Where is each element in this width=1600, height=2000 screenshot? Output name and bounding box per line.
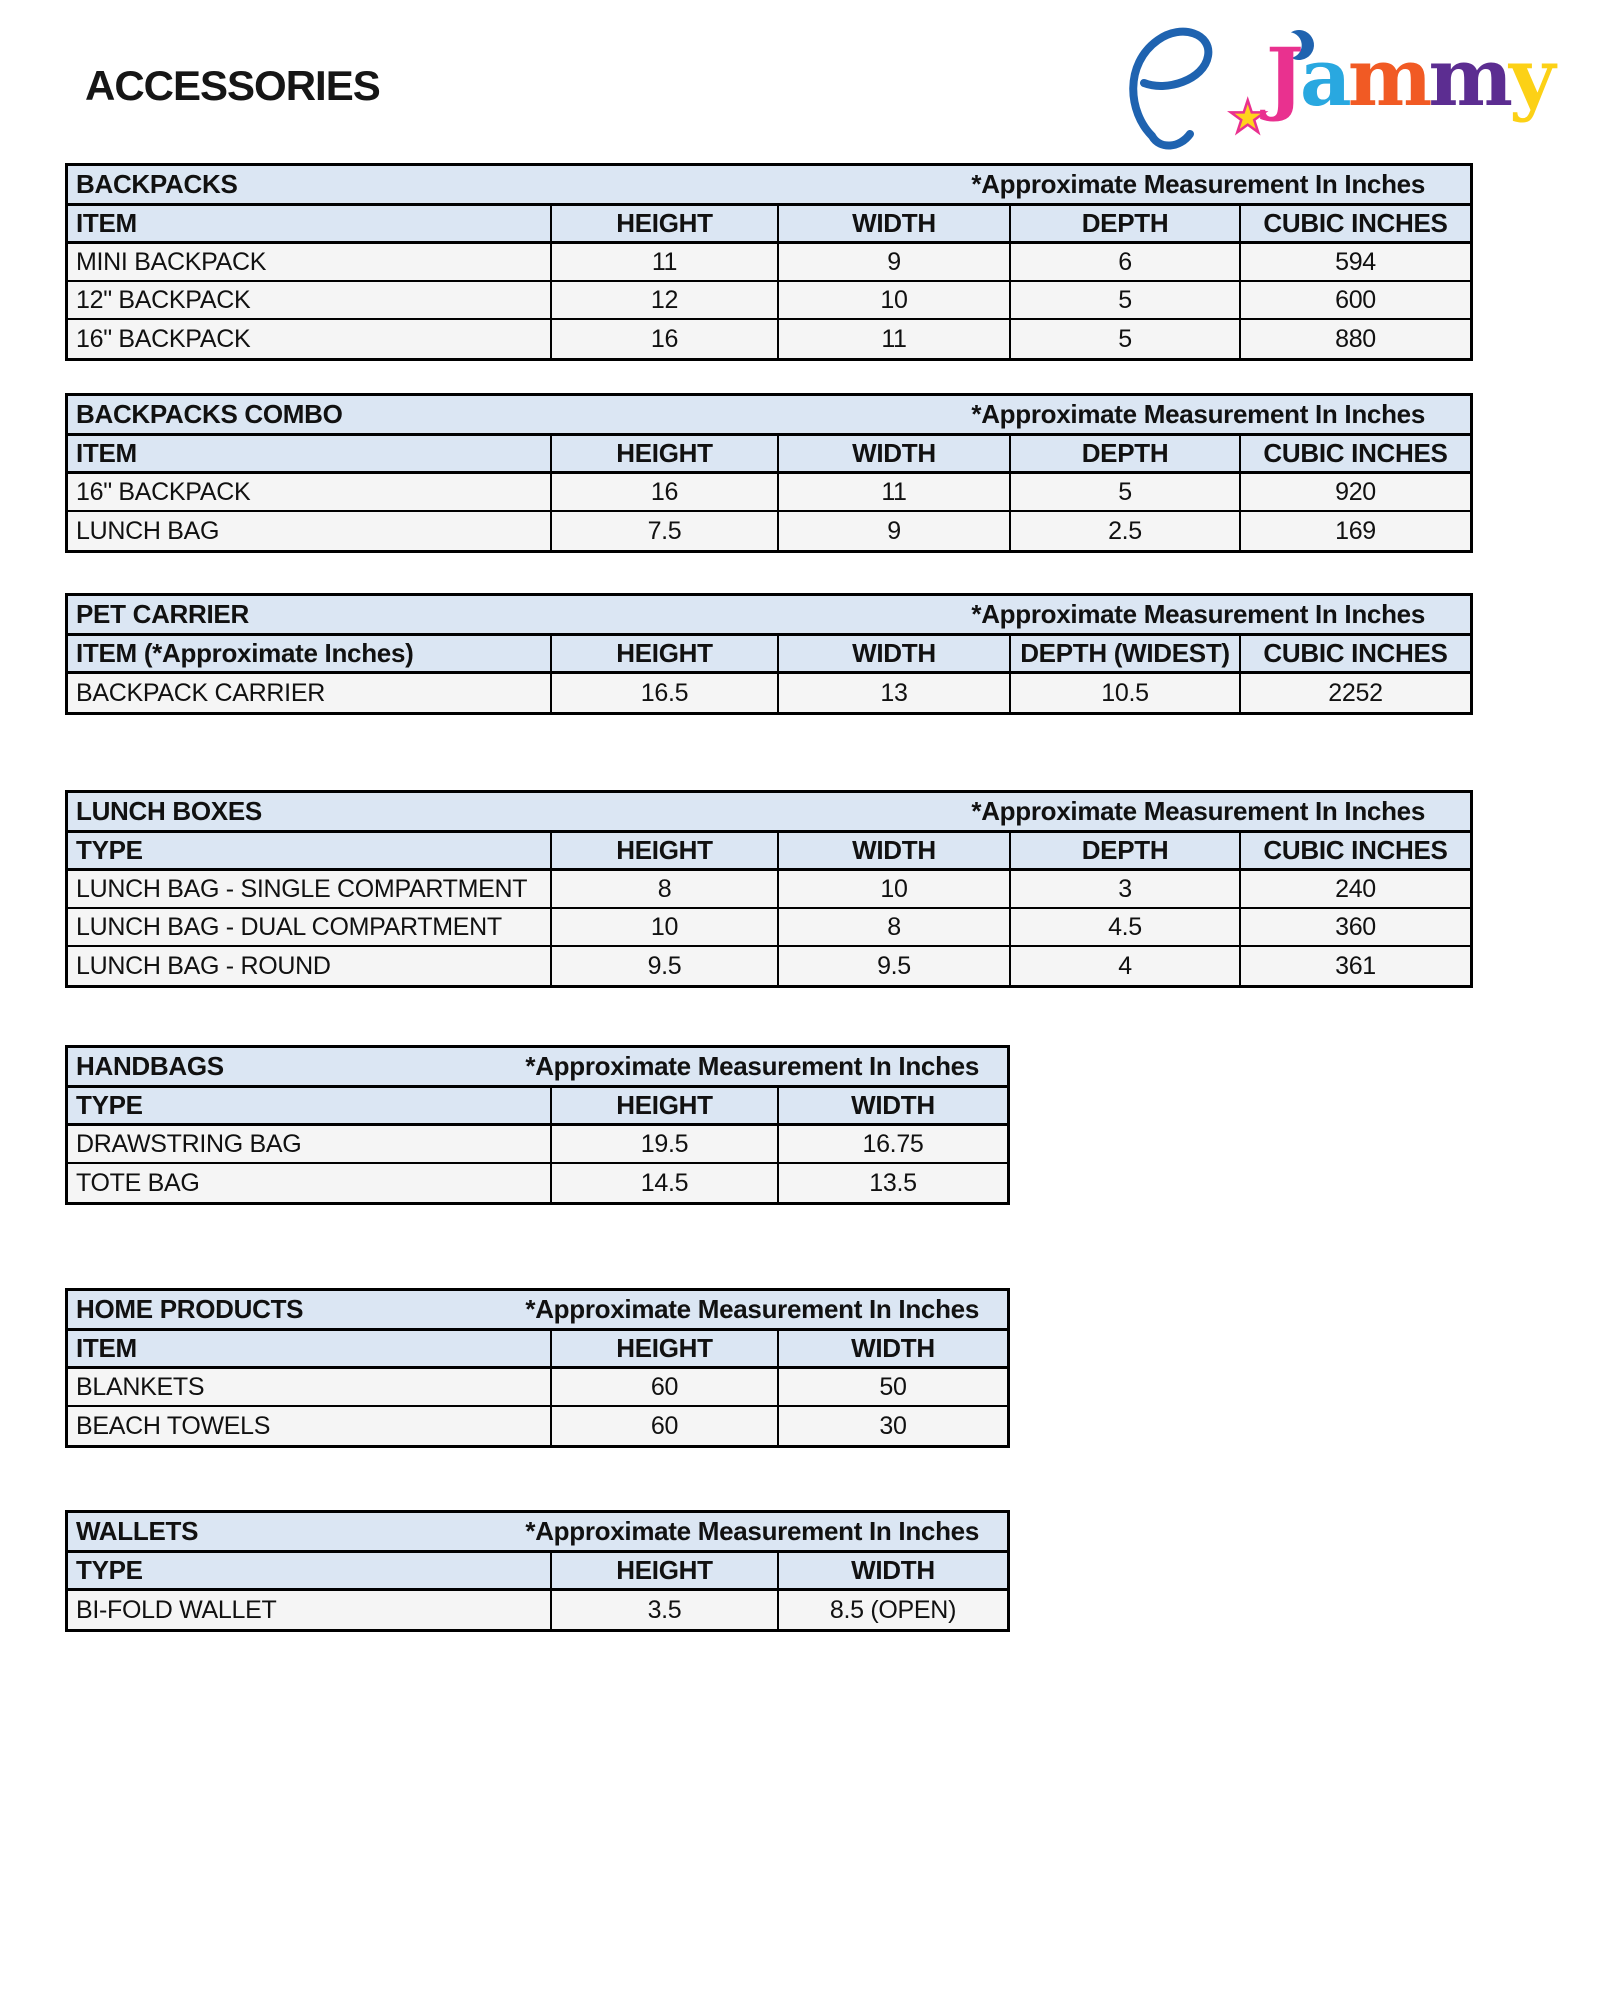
measurement-note: *Approximate Measurement In Inches <box>971 399 1425 429</box>
column-header-depth: DEPTH <box>1009 436 1239 471</box>
column-header-height: HEIGHT <box>550 1553 777 1588</box>
row-value: 600 <box>1239 282 1470 318</box>
row-label: DRAWSTRING BAG <box>76 1129 302 1158</box>
row-value: 19.5 <box>550 1126 777 1162</box>
row-value: 12 <box>550 282 777 318</box>
row-label: BLANKETS <box>76 1372 205 1401</box>
table-row <box>68 1126 1007 1164</box>
table-title: BACKPACKS <box>76 169 238 199</box>
row-value: 8 <box>550 871 777 907</box>
logo-word <box>1266 12 1552 142</box>
column-header-width: WIDTH <box>777 206 1009 241</box>
row-value: 6 <box>1009 244 1239 280</box>
row-value: 16.75 <box>777 1126 1007 1162</box>
table-pet-carrier <box>65 593 1473 715</box>
table-row <box>68 244 1470 282</box>
column-header-cubic-inches: CUBIC INCHES <box>1239 436 1470 471</box>
table-wallets <box>65 1510 1010 1632</box>
table-title: BACKPACKS COMBO <box>76 399 343 429</box>
column-header-height: HEIGHT <box>550 636 777 671</box>
table-title-row <box>68 396 1470 436</box>
table-title: HOME PRODUCTS <box>76 1294 304 1324</box>
column-header-label: TYPE <box>76 1555 143 1585</box>
column-header-label: ITEM <box>76 1333 137 1363</box>
measurement-note: *Approximate Measurement In Inches <box>971 599 1425 629</box>
column-header-height: HEIGHT <box>550 436 777 471</box>
row-value: 9.5 <box>777 947 1009 985</box>
table-row <box>68 674 1470 712</box>
column-header-width: WIDTH <box>777 436 1009 471</box>
column-header-row <box>68 833 1470 871</box>
row-value: 5 <box>1009 282 1239 318</box>
row-label: BACKPACK CARRIER <box>76 678 325 707</box>
row-value: 8.5 (OPEN) <box>777 1591 1007 1629</box>
table-lunch-boxes <box>65 790 1473 988</box>
table-row <box>68 474 1470 512</box>
table-title-row <box>68 1513 1007 1553</box>
row-value: 11 <box>777 320 1009 358</box>
logo-letter-2: a <box>1299 30 1348 124</box>
column-header-cubic-inches: CUBIC INCHES <box>1239 206 1470 241</box>
row-label: LUNCH BAG - ROUND <box>76 951 331 980</box>
column-header-width: WIDTH <box>777 833 1009 868</box>
table-row <box>68 512 1470 550</box>
row-label: TOTE BAG <box>76 1168 200 1197</box>
table-row <box>68 909 1470 947</box>
column-header-width: WIDTH <box>777 1553 1007 1588</box>
table-title-row <box>68 1291 1007 1331</box>
row-value: 60 <box>550 1407 777 1445</box>
column-header-row <box>68 206 1470 244</box>
column-header-height: HEIGHT <box>550 1331 777 1366</box>
row-label: LUNCH BAG - SINGLE COMPARTMENT <box>76 874 528 903</box>
table-row <box>68 282 1470 320</box>
column-header-width: WIDTH <box>777 1088 1007 1123</box>
table-title: PET CARRIER <box>76 599 249 629</box>
table-title: WALLETS <box>76 1516 199 1546</box>
measurement-note: *Approximate Measurement In Inches <box>971 796 1425 826</box>
column-header-height: HEIGHT <box>550 206 777 241</box>
column-header-row <box>68 1553 1007 1591</box>
table-title: HANDBAGS <box>76 1051 224 1081</box>
star-icon: ★ <box>1228 93 1268 142</box>
column-header-height: HEIGHT <box>550 1088 777 1123</box>
measurement-note: *Approximate Measurement In Inches <box>525 1294 979 1324</box>
row-value: 2252 <box>1239 674 1470 712</box>
measurement-note: *Approximate Measurement In Inches <box>971 169 1425 199</box>
row-value: 10 <box>777 871 1009 907</box>
table-row <box>68 947 1470 985</box>
row-value: 13 <box>777 674 1009 712</box>
column-header-label: ITEM (*Approximate Inches) <box>76 638 414 668</box>
row-value: 10 <box>777 282 1009 318</box>
logo-letter-1: J <box>1266 30 1300 124</box>
row-value: 4 <box>1009 947 1239 985</box>
row-label: 16" BACKPACK <box>76 477 251 506</box>
column-header-height: HEIGHT <box>550 833 777 868</box>
table-row <box>68 1407 1007 1445</box>
row-label: BI-FOLD WALLET <box>76 1595 277 1624</box>
measurement-note: *Approximate Measurement In Inches <box>525 1051 979 1081</box>
row-value: 11 <box>777 474 1009 510</box>
row-value: 920 <box>1239 474 1470 510</box>
row-label: MINI BACKPACK <box>76 247 267 276</box>
table-title-row <box>68 1048 1007 1088</box>
column-header-cubic-inches: CUBIC INCHES <box>1239 833 1470 868</box>
row-value: 4.5 <box>1009 909 1239 945</box>
table-row <box>68 871 1470 909</box>
table-row <box>68 320 1470 358</box>
row-value: 9.5 <box>550 947 777 985</box>
row-value: 10 <box>550 909 777 945</box>
table-backpacks-combo <box>65 393 1473 553</box>
column-header-width: WIDTH <box>777 1331 1007 1366</box>
table-title: LUNCH BOXES <box>76 796 262 826</box>
column-header-row <box>68 436 1470 474</box>
table-row <box>68 1369 1007 1407</box>
row-value: 169 <box>1239 512 1470 550</box>
row-label: LUNCH BAG <box>76 516 220 545</box>
row-value: 50 <box>777 1369 1007 1405</box>
table-row <box>68 1591 1007 1629</box>
column-header-row <box>68 636 1470 674</box>
row-value: 360 <box>1239 909 1470 945</box>
row-value: 8 <box>777 909 1009 945</box>
row-value: 240 <box>1239 871 1470 907</box>
row-value: 7.5 <box>550 512 777 550</box>
row-value: 2.5 <box>1009 512 1239 550</box>
column-header-label: ITEM <box>76 438 137 468</box>
row-value: 5 <box>1009 320 1239 358</box>
table-row <box>68 1164 1007 1202</box>
table-title-row <box>68 793 1470 833</box>
row-value: 16.5 <box>550 674 777 712</box>
page-title: ACCESSORIES <box>85 62 380 109</box>
row-value: 3 <box>1009 871 1239 907</box>
logo-letter-3: m <box>1347 30 1429 124</box>
row-value: 361 <box>1239 947 1470 985</box>
table-home-products <box>65 1288 1010 1448</box>
row-label: BEACH TOWELS <box>76 1411 271 1440</box>
pjammy-logo <box>1116 26 1586 151</box>
row-value: 13.5 <box>777 1164 1007 1202</box>
row-value: 16 <box>550 320 777 358</box>
column-header-label: TYPE <box>76 1090 143 1120</box>
row-value: 5 <box>1009 474 1239 510</box>
table-title-row <box>68 596 1470 636</box>
row-value: 880 <box>1239 320 1470 358</box>
logo-letter-4: m <box>1428 30 1510 124</box>
row-value: 30 <box>777 1407 1007 1445</box>
column-header-cubic-inches: CUBIC INCHES <box>1239 636 1470 671</box>
table-backpacks <box>65 163 1473 361</box>
row-label: 16" BACKPACK <box>76 324 251 353</box>
column-header-row <box>68 1331 1007 1369</box>
column-header-depth: DEPTH <box>1009 206 1239 241</box>
row-value: 9 <box>777 512 1009 550</box>
column-header-depth-widest: DEPTH (WIDEST) <box>1009 636 1239 671</box>
column-header-depth: DEPTH <box>1009 833 1239 868</box>
row-value: 3.5 <box>550 1591 777 1629</box>
row-value: 594 <box>1239 244 1470 280</box>
row-value: 14.5 <box>550 1164 777 1202</box>
row-value: 60 <box>550 1369 777 1405</box>
row-value: 11 <box>550 244 777 280</box>
table-handbags <box>65 1045 1010 1205</box>
row-value: 9 <box>777 244 1009 280</box>
table-title-row <box>68 166 1470 206</box>
column-header-width: WIDTH <box>777 636 1009 671</box>
row-label: 12" BACKPACK <box>76 285 251 314</box>
column-header-label: TYPE <box>76 835 143 865</box>
row-value: 10.5 <box>1009 674 1239 712</box>
measurement-note: *Approximate Measurement In Inches <box>525 1516 979 1546</box>
column-header-label: ITEM <box>76 208 137 238</box>
logo-letter-5: y <box>1509 30 1552 124</box>
row-label: LUNCH BAG - DUAL COMPARTMENT <box>76 912 502 941</box>
row-value: 16 <box>550 474 777 510</box>
column-header-row <box>68 1088 1007 1126</box>
